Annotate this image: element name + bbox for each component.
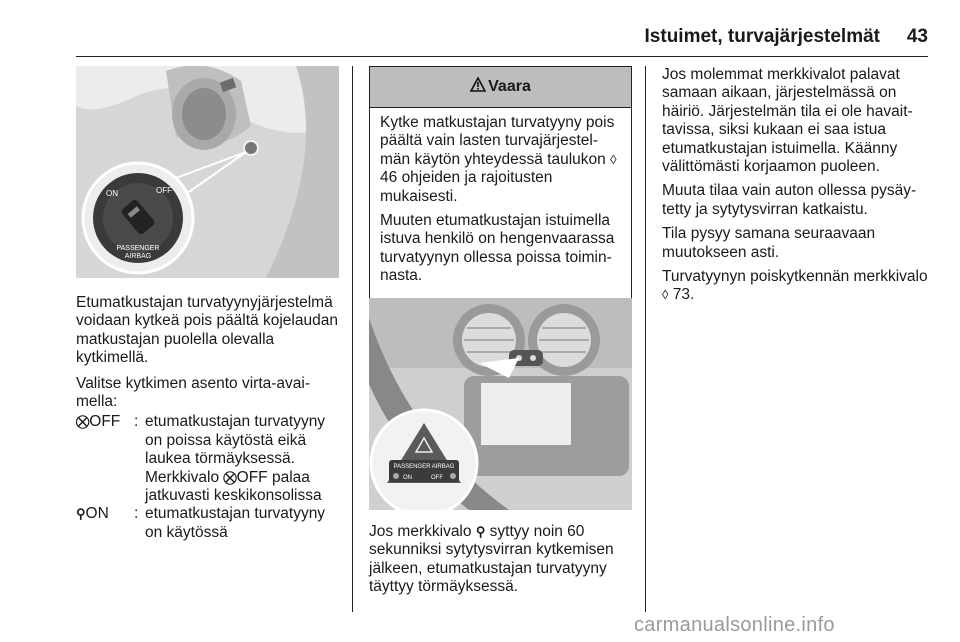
warning-title: Vaara xyxy=(488,78,531,95)
airbag-indicator-figure xyxy=(369,298,632,510)
page-ref[interactable]: 73. xyxy=(672,286,695,304)
instruction-paragraph: Valitse kytkimen asento virta-avaimella: xyxy=(76,374,311,411)
switch-off-label: OFF xyxy=(156,186,172,195)
panel-on-label: ON xyxy=(403,475,412,481)
panel-off-label: OFF xyxy=(431,475,443,481)
airbag-off-icon: ⛒ xyxy=(76,414,89,430)
paragraph: Tila pysyy samana seuraavaan muutokseen asti. xyxy=(662,225,876,261)
switch-term-off: OFF xyxy=(89,413,121,431)
column-2-text xyxy=(369,523,639,597)
paragraph: Muuta tilaa vain auton ollessa pysäytetty ja sytytysvirran katkaistu. xyxy=(662,182,917,218)
warning-paragraph: Kytke matkustajan turvatyyny pois päältä vain lasten turvajärjestelmän käytön yhteydessä taulukon ◊ 46 ohjeiden ja rajoitusten mukaisesti. xyxy=(380,114,617,205)
header-rule xyxy=(76,56,928,57)
switch-desc-on: etumatkustajan turvatyyny on käytössä xyxy=(145,505,326,541)
watermark: carmanualsonline.info xyxy=(634,614,835,636)
switch-label-line2: AIRBAG xyxy=(124,253,152,260)
switch-position-list xyxy=(76,413,344,542)
switch-term-on: ON xyxy=(85,505,109,523)
column-divider xyxy=(645,66,646,612)
page-ref-icon: ◊ xyxy=(662,287,669,303)
airbag-switch-figure xyxy=(76,66,339,278)
page-title: Istuimet, turvajärjestelmät xyxy=(644,26,880,47)
intro-paragraph: Etumatkustajan turvatyynyjärjestelmä voidaan kytkeä pois päältä kojelaudan matkustajan puolella olevalla kytkimellä. xyxy=(76,294,338,367)
airbag-on-icon: ⚲ xyxy=(475,524,485,539)
airbag-on-icon: ⚲ xyxy=(76,506,85,522)
switch-label-line1: PASSENGER xyxy=(116,245,160,252)
page-ref[interactable]: 46 xyxy=(380,169,398,187)
column-3-text xyxy=(662,66,932,305)
paragraph: Turvatyynyn poiskytkennän merkkivalo ◊ 73. xyxy=(662,268,928,304)
warning-header xyxy=(370,67,631,108)
separator: : xyxy=(134,413,139,431)
switch-desc-off: etumatkustajan turvatyyny on poissa käytöstä eikä laukea törmäyksessä. Merkkivalo ⛒OFF palaa jatkuvasti keskikonsolissa xyxy=(145,413,326,505)
paragraph: Jos molemmat merkkivalot palavat samaan aikaan, järjestelmässä on häiriö. Järjestelmän tila ei ole havaittavissa, siksi kukaan ei saa istua etumatkustajan istuimella. Käänny välittömästi korjaamon puoleen. xyxy=(662,66,913,176)
column-1-text xyxy=(76,294,344,542)
airbag-off-icon: ⛒ xyxy=(223,469,236,485)
panel-label: PASSENGER AIRBAG xyxy=(393,464,455,470)
page-number: 43 xyxy=(906,26,928,47)
warning-body xyxy=(370,108,631,286)
list-item xyxy=(76,413,344,505)
column-divider xyxy=(352,66,353,612)
page-ref-icon: ◊ xyxy=(610,151,617,167)
switch-on-label: ON xyxy=(106,189,118,198)
separator: : xyxy=(134,505,139,523)
warning-box xyxy=(369,66,632,314)
danger-triangle-icon xyxy=(470,77,486,97)
indicator-paragraph: Jos merkkivalo ⚲ syttyy noin 60 sekunniksi sytytysvirran kytkemisen jälkeen, etumatkustajan turvatyyny täyttyy törmäyksessä. xyxy=(369,523,614,596)
list-item xyxy=(76,505,344,542)
warning-paragraph: Muuten etumatkustajan istuimella istuva henkilö on hengenvaarassa turvatyynyn ollessa poissa toiminnasta. xyxy=(380,212,615,285)
